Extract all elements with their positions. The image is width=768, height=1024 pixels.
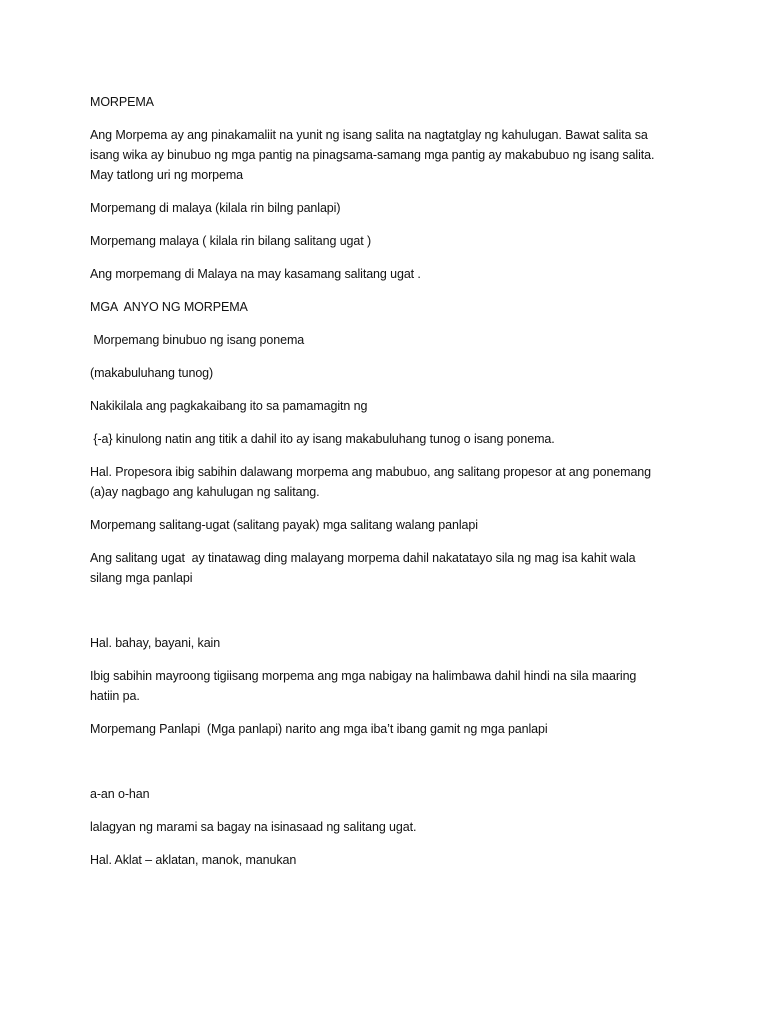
paragraph-line: Ibig sabihin mayroong tigiisang morpema ang mga nabigay na halimbawa dahil hindi na sila maaring bbox=[90, 669, 637, 683]
paragraph-line: Nakikilala ang pagkakaibang ito sa pamamagitn ng bbox=[90, 399, 368, 413]
paragraph-line: a-an o-han bbox=[90, 787, 150, 801]
paragraph-line: Ang salitang ugat ay tinatawag ding malayang morpema dahil nakatatayo sila ng mag isa kahit wala bbox=[90, 551, 636, 565]
paragraph-line: Hal. bahay, bayani, kain bbox=[90, 636, 221, 650]
paragraph-line: isang wika ay binubuo ng mga pantig na pinagsama-samang mga pantig ay makabubuo ng isang salita. bbox=[90, 148, 655, 162]
paragraph-line: {-a} kinulong natin ang titik a dahil ito ay isang makabuluhang tunog o isang ponema. bbox=[90, 432, 555, 446]
paragraph-line: May tatlong uri ng morpema bbox=[90, 168, 244, 182]
paragraph-line: (a)ay nagbago ang kahulugan ng salitang. bbox=[90, 485, 320, 499]
paragraph-line: Hal. Propesora ibig sabihin dalawang morpema ang mabubuo, ang salitang propesor at ang ponemang bbox=[90, 465, 652, 479]
paragraph-line: lalagyan ng marami sa bagay na isinasaad ng salitang ugat. bbox=[90, 820, 417, 834]
paragraph-line: Ang morpemang di Malaya na may kasamang salitang ugat . bbox=[90, 267, 421, 281]
paragraph-line: Morpemang di malaya (kilala rin bilng panlapi) bbox=[90, 201, 341, 215]
document-title: MORPEMA bbox=[90, 95, 154, 109]
paragraph-line: Morpemang Panlapi (Mga panlapi) narito ang mga iba’t ibang gamit ng mga panlapi bbox=[90, 722, 548, 736]
paragraph-line: (makabuluhang tunog) bbox=[90, 366, 214, 380]
paragraph-line: Morpemang binubuo ng isang ponema bbox=[90, 333, 305, 347]
paragraph-line: hatiin pa. bbox=[90, 689, 140, 703]
paragraph-line: Morpemang malaya ( kilala rin bilang salitang ugat ) bbox=[90, 234, 372, 248]
paragraph-line: Hal. Aklat – aklatan, manok, manukan bbox=[90, 853, 297, 867]
paragraph-line: silang mga panlapi bbox=[90, 571, 193, 585]
paragraph-line: Morpemang salitang-ugat (salitang payak) mga salitang walang panlapi bbox=[90, 518, 478, 532]
section-heading: MGA ANYO NG MORPEMA bbox=[90, 300, 248, 314]
paragraph-line: Ang Morpema ay ang pinakamaliit na yunit ng isang salita na nagtatglay ng kahulugan. Bawat salita sa bbox=[90, 128, 648, 142]
